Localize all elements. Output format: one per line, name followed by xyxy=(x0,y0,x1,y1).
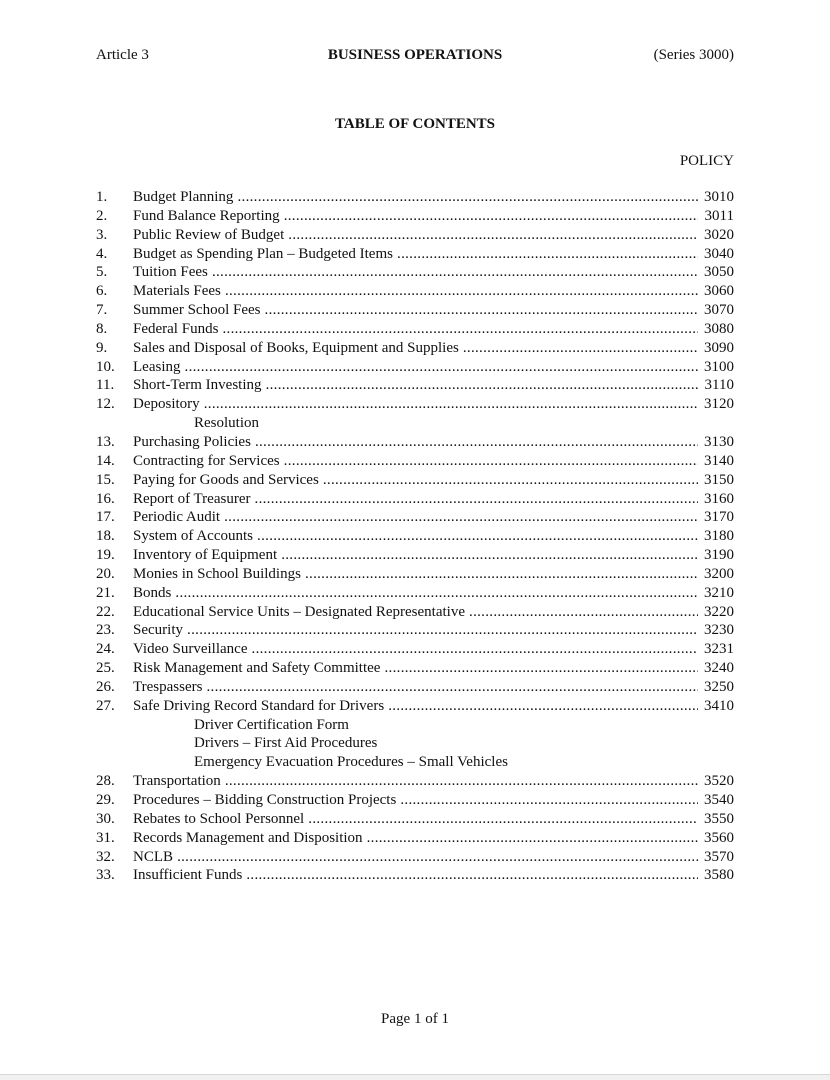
toc-entry-title: Leasing ..... xyxy=(133,358,698,377)
toc-entry xyxy=(96,395,734,414)
toc-entry-number: 29. xyxy=(96,792,115,808)
toc-entry-policy-number: 3050 xyxy=(698,263,734,282)
toc-entry-policy-number: 3011 xyxy=(698,207,734,226)
toc-entry-number: 32. xyxy=(96,848,115,865)
toc-entry-title: Security ..... xyxy=(133,621,698,640)
toc-entry-policy-number: 3200 xyxy=(698,565,734,584)
toc-entry-policy-number: 3520 xyxy=(698,772,734,791)
toc-entry-title: Video Surveillance ..... xyxy=(133,640,698,659)
toc-sub-entry-title: Drivers – First Aid Procedures xyxy=(194,735,378,752)
toc-entry-policy-number: 3060 xyxy=(698,282,734,301)
toc-entry-policy-number: 3540 xyxy=(698,791,734,810)
toc-entry-number: 2. xyxy=(96,207,108,224)
toc-entry-title: Periodic Audit ..... xyxy=(133,508,698,527)
toc-entry-title: Purchasing Policies ..... xyxy=(133,433,698,452)
toc-entry-title: Procedures – Bidding Construction Projects ..... xyxy=(133,791,698,810)
toc-entry xyxy=(96,659,734,678)
toc-entry-number: 22. xyxy=(96,603,115,620)
toc-entry-number: 28. xyxy=(96,773,115,790)
toc-entry-number: 11. xyxy=(96,377,115,394)
toc-entry-policy-number: 3160 xyxy=(698,490,734,509)
toc-entry-title: Federal Funds ..... xyxy=(133,320,698,339)
toc-entry-number: 3. xyxy=(96,226,108,243)
toc-entry-policy-number: 3110 xyxy=(698,376,734,395)
toc-entry xyxy=(96,527,734,546)
toc-entry xyxy=(96,245,734,264)
toc-entry-policy-number: 3140 xyxy=(698,452,734,471)
toc-entry xyxy=(96,791,734,810)
toc-entry-policy-number: 3250 xyxy=(698,678,734,697)
toc-entry xyxy=(96,697,734,716)
toc-sub-entry-title: Emergency Evacuation Procedures – Small Vehicles xyxy=(194,754,508,771)
toc-entry-number: 24. xyxy=(96,641,115,658)
toc-entry-policy-number: 3220 xyxy=(698,603,734,622)
toc-entry-policy-number: 3560 xyxy=(698,829,734,848)
toc-sub-entry xyxy=(96,734,734,753)
toc-entry-policy-number: 3130 xyxy=(698,433,734,452)
toc-entry-number: 21. xyxy=(96,584,115,601)
toc-entry-policy-number: 3230 xyxy=(698,621,734,640)
toc-entry-title: Educational Service Units – Designated Representative ..... xyxy=(133,603,698,622)
toc-entry xyxy=(96,376,734,395)
toc-entry-policy-number: 3210 xyxy=(698,584,734,603)
toc-entry xyxy=(96,452,734,471)
toc-entry xyxy=(96,603,734,622)
toc-entry-number: 31. xyxy=(96,829,115,846)
toc-entry-title: Monies in School Buildings ..... xyxy=(133,565,698,584)
toc-entry-number: 19. xyxy=(96,547,115,564)
toc-entry-policy-number: 3020 xyxy=(698,226,734,245)
toc-entry-policy-number: 3570 xyxy=(698,848,734,867)
toc-entry-policy-number: 3040 xyxy=(698,245,734,264)
toc-entry xyxy=(96,490,734,509)
toc-entry xyxy=(96,320,734,339)
toc-entry-policy-number: 3190 xyxy=(698,546,734,565)
toc-entry-policy-number: 3410 xyxy=(698,697,734,716)
toc-entry-title: Fund Balance Reporting ..... xyxy=(133,207,698,226)
toc-entry-title: Transportation ..... xyxy=(133,772,698,791)
toc-entry-number: 8. xyxy=(96,320,108,337)
toc-entry-number: 14. xyxy=(96,452,115,469)
toc-entry-title: Insufficient Funds ..... xyxy=(133,866,698,885)
toc-entry-number: 20. xyxy=(96,565,115,582)
toc-entry xyxy=(96,339,734,358)
toc-entry-title: Budget Planning ..... xyxy=(133,188,698,207)
toc-entry-title: Bonds ..... xyxy=(133,584,698,603)
toc-entry xyxy=(96,584,734,603)
toc-entry-number: 10. xyxy=(96,358,115,375)
toc-entry xyxy=(96,829,734,848)
toc-entry-title: Materials Fees ..... xyxy=(133,282,698,301)
toc-entry-policy-number: 3231 xyxy=(698,640,734,659)
toc-entry-title: Trespassers ..... xyxy=(133,678,698,697)
toc-entry-number: 30. xyxy=(96,810,115,827)
toc-entry-number: 13. xyxy=(96,433,115,450)
toc-entry-number: 27. xyxy=(96,697,115,714)
toc-entry-title: Public Review of Budget ..... xyxy=(133,226,698,245)
toc-entry-number: 33. xyxy=(96,867,115,884)
header-article: Article 3 xyxy=(96,47,149,63)
toc-entry xyxy=(96,263,734,282)
toc-entry-title: Inventory of Equipment ..... xyxy=(133,546,698,565)
toc-heading: TABLE OF CONTENTS xyxy=(334,116,496,132)
header-series: (Series 3000) xyxy=(653,47,734,63)
toc-entry-title: System of Accounts ..... xyxy=(133,527,698,546)
toc-entry xyxy=(96,678,734,697)
toc-entry-policy-number: 3550 xyxy=(698,810,734,829)
toc-entry-policy-number: 3240 xyxy=(698,659,734,678)
toc-entry-policy-number: 3090 xyxy=(698,339,734,358)
toc-entry-number: 4. xyxy=(96,245,108,262)
toc-entry xyxy=(96,621,734,640)
toc-entry xyxy=(96,640,734,659)
toc-entry-number: 16. xyxy=(96,490,115,507)
toc-entry-title: Contracting for Services ..... xyxy=(133,452,698,471)
toc-entry-number: 25. xyxy=(96,660,115,677)
toc-entry-policy-number: 3100 xyxy=(698,358,734,377)
toc-entry-title: Records Management and Disposition ..... xyxy=(133,829,698,848)
toc-entry-number: 6. xyxy=(96,283,108,300)
toc-sub-entry-title: Driver Certification Form xyxy=(194,716,349,733)
toc-entry-number: 23. xyxy=(96,622,115,639)
toc-entry xyxy=(96,565,734,584)
page-header xyxy=(96,47,734,67)
toc-entry-title: Short-Term Investing ..... xyxy=(133,376,698,395)
toc-entry-number: 26. xyxy=(96,678,115,695)
policy-column-label: POLICY xyxy=(679,153,734,169)
toc-entry-title: Report of Treasurer ..... xyxy=(133,490,698,509)
toc-entry-number: 5. xyxy=(96,264,108,281)
toc-entry-policy-number: 3120 xyxy=(698,395,734,414)
toc-entry xyxy=(96,471,734,490)
toc-sub-entry xyxy=(96,716,734,735)
toc-entry-title: Sales and Disposal of Books, Equipment and Supplies ..... xyxy=(133,339,698,358)
toc-entry-policy-number: 3010 xyxy=(698,188,734,207)
toc-entry-policy-number: 3150 xyxy=(698,471,734,490)
page-footer: Page 1 of 1 xyxy=(381,1011,449,1027)
toc-entry xyxy=(96,282,734,301)
toc-entry xyxy=(96,433,734,452)
toc-entry-policy-number: 3070 xyxy=(698,301,734,320)
toc-entry-title: Risk Management and Safety Committee ..... xyxy=(133,659,698,678)
toc-entry-policy-number: 3170 xyxy=(698,508,734,527)
toc-entry xyxy=(96,358,734,377)
toc-entry-title: Tuition Fees ..... xyxy=(133,263,698,282)
toc-sub-entry-title: Resolution xyxy=(194,415,260,432)
toc-entry-policy-number: 3080 xyxy=(698,320,734,339)
toc-entry-title: Safe Driving Record Standard for Drivers ..... xyxy=(133,697,698,716)
toc-sub-entry xyxy=(96,753,734,772)
toc-entry xyxy=(96,226,734,245)
toc-entry-policy-number: 3180 xyxy=(698,527,734,546)
toc-entry-number: 7. xyxy=(96,302,108,319)
toc-entry-number: 1. xyxy=(96,189,108,205)
toc-entry-title: NCLB ..... xyxy=(133,848,698,867)
toc-entry xyxy=(96,207,734,226)
toc-entry xyxy=(96,546,734,565)
header-section-title: BUSINESS OPERATIONS xyxy=(327,47,503,63)
toc-entry-title: Paying for Goods and Services ..... xyxy=(133,471,698,490)
toc-entry xyxy=(96,301,734,320)
toc-entry xyxy=(96,188,734,207)
toc-entry-policy-number: 3580 xyxy=(698,866,734,885)
toc-entry-title: Depository ..... xyxy=(133,395,698,414)
toc-entry xyxy=(96,866,734,885)
toc-entry-number: 15. xyxy=(96,471,115,488)
toc-entry-title: Budget as Spending Plan – Budgeted Items ..... xyxy=(133,245,698,264)
toc-entry xyxy=(96,848,734,867)
toc-entry-number: 18. xyxy=(96,528,115,545)
toc-entry-title: Summer School Fees ..... xyxy=(133,301,698,320)
toc-list xyxy=(96,188,734,885)
toc-entry-number: 17. xyxy=(96,509,115,526)
toc-entry-title: Rebates to School Personnel ..... xyxy=(133,810,698,829)
toc-entry xyxy=(96,810,734,829)
toc-entry xyxy=(96,508,734,527)
toc-entry xyxy=(96,772,734,791)
toc-sub-entry xyxy=(96,414,734,433)
toc-entry-number: 12. xyxy=(96,396,115,413)
toc-entry-number: 9. xyxy=(96,339,108,356)
